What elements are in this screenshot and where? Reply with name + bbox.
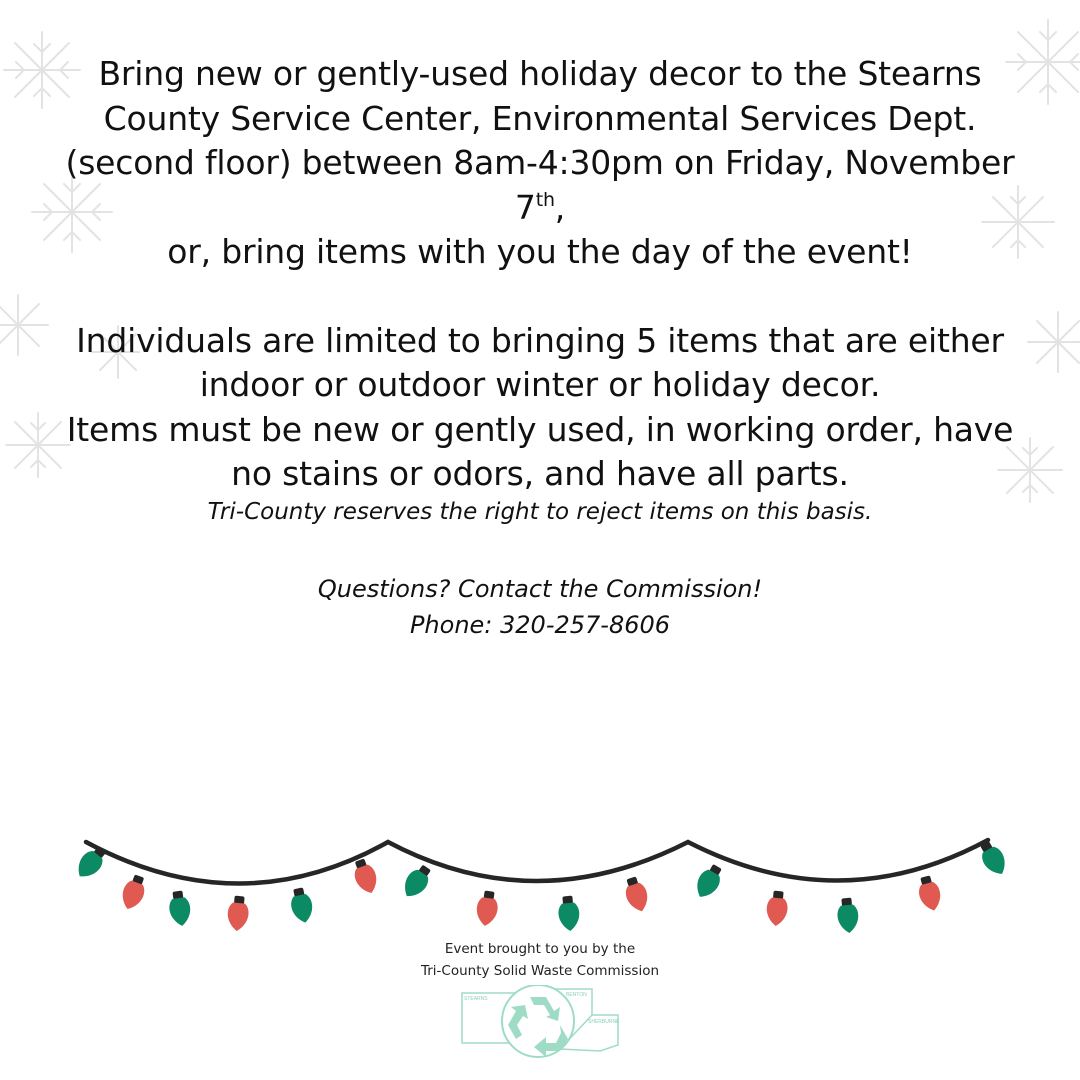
footer-line-1: Event brought to you by the <box>444 941 636 957</box>
light-bulb <box>72 843 110 883</box>
dropoff-text: Bring new or gently-used holiday decor to the Stearns County Service Center, Environmental Services Dept. (second floor) between 8am-4:30pm on Friday, November 7 <box>65 54 1015 227</box>
lights-wire <box>86 840 988 884</box>
light-bulb <box>691 861 726 902</box>
contact-block <box>60 571 1020 643</box>
limit-paragraph: Individuals are limited to bringing 5 items that are either indoor or outdoor winter or holiday decor. <box>76 320 1004 404</box>
disclaimer-text: Tri-County reserves the right to reject items on this basis. <box>207 498 873 525</box>
logo-county-sherburne: SHERBURNE <box>588 1019 620 1025</box>
logo-county-stearns: STEARNS <box>464 996 488 1002</box>
phone-number[interactable]: : 320-257-8606 <box>484 610 671 639</box>
tri-county-logo <box>460 985 622 1060</box>
contact-question: Questions? Contact the Commission! <box>317 574 763 603</box>
light-bulb <box>167 890 192 928</box>
light-bulb <box>226 895 250 932</box>
footer-line-2: Tri-County Solid Waste Commission <box>420 963 660 979</box>
dropoff-end: , <box>554 187 566 227</box>
light-bulb <box>836 897 860 934</box>
light-bulb <box>765 890 789 927</box>
light-bulb <box>398 861 435 902</box>
light-bulb <box>557 895 581 932</box>
announcement-body <box>60 52 1020 643</box>
light-bulb <box>915 874 944 913</box>
contact-phone <box>60 607 1020 643</box>
light-bulb <box>350 857 381 897</box>
footer <box>340 938 740 982</box>
date-suffix: th <box>535 188 555 211</box>
light-bulb <box>118 873 149 913</box>
phone-label: Phone <box>409 610 485 639</box>
logo-county-benton: BENTON <box>566 992 587 998</box>
holiday-lights <box>0 820 1080 950</box>
alt-dropoff-text: or, bring items with you the day of the event! <box>167 232 913 271</box>
light-bulb <box>288 886 316 925</box>
dropoff-paragraph <box>60 52 1020 275</box>
condition-paragraph: Items must be new or gently used, in working order, have no stains or odors, and have all parts. <box>66 409 1014 493</box>
light-bulb <box>621 875 652 915</box>
light-bulb <box>475 890 500 928</box>
